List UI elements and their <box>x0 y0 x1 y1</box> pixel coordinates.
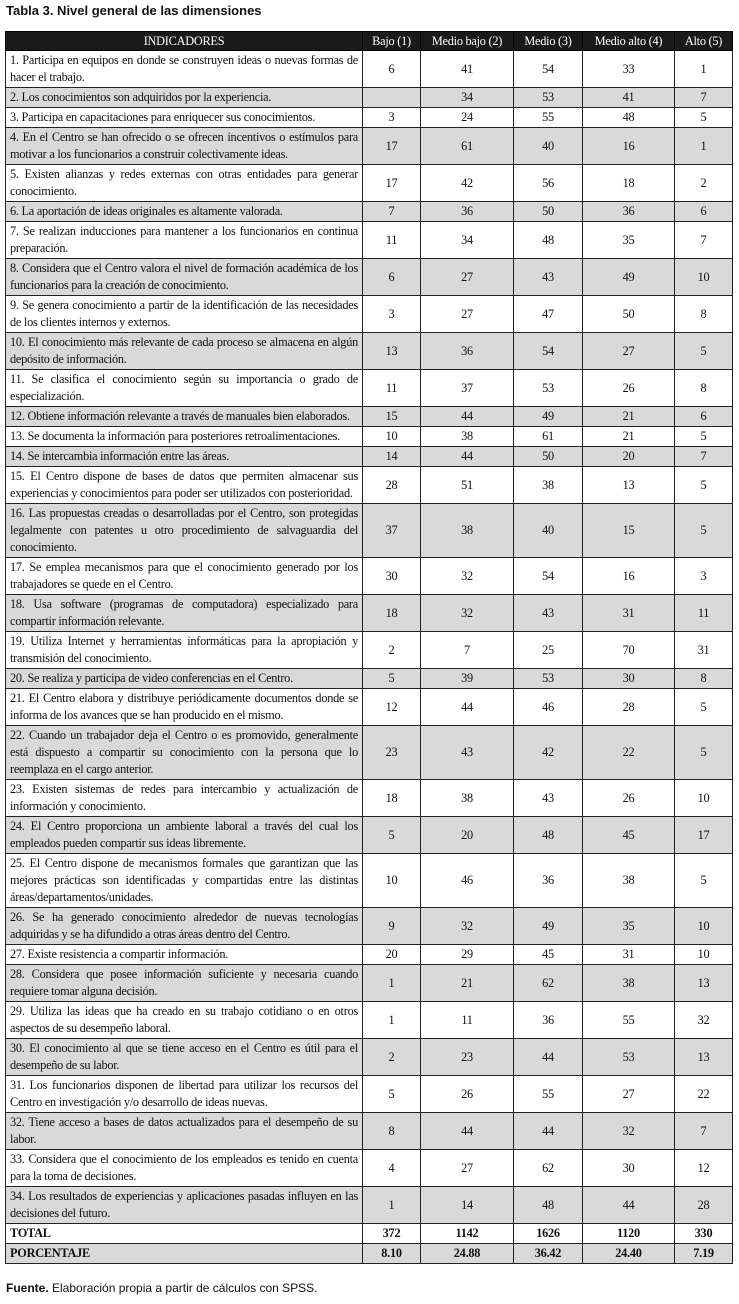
value-cell: 372 <box>363 1224 421 1244</box>
value-cell: 13 <box>363 333 421 370</box>
table-row <box>6 222 733 259</box>
indicator-label: 25. El Centro dispone de mecanismos formales que garantizan que las mejores prácticas son identificadas y compartidas entre las distintas áreas/departamentos/unidades. <box>6 854 363 908</box>
value-cell: 17 <box>363 128 421 165</box>
indicator-label: 26. Se ha generado conocimiento alrededor de nuevas tecnologías adquiridas y se ha difundido a otras áreas dentro del Centro. <box>6 908 363 945</box>
indicator-label: 20. Se realiza y participa de video conferencias en el Centro. <box>6 669 363 689</box>
value-cell: 5 <box>363 817 421 854</box>
indicator-label: 1. Participa en equipos en donde se construyen ideas o nuevas formas de hacer el trabajo. <box>6 51 363 88</box>
table-row <box>6 689 733 726</box>
table-row <box>6 595 733 632</box>
value-cell: 5 <box>675 467 733 504</box>
value-cell: 30 <box>583 1150 675 1187</box>
indicator-label: 18. Usa software (programas de computadora) especializado para compartir información relevante. <box>6 595 363 632</box>
value-cell: 42 <box>421 165 514 202</box>
header-medio: Medio (3) <box>514 32 583 51</box>
table-row <box>6 632 733 669</box>
table-row <box>6 333 733 370</box>
table-title: Tabla 3. Nivel general de las dimensiones <box>6 3 262 18</box>
source-label: Fuente. <box>6 1281 49 1295</box>
value-cell: 42 <box>514 726 583 780</box>
header-alto: Alto (5) <box>675 32 733 51</box>
value-cell: 12 <box>675 1150 733 1187</box>
value-cell: 29 <box>421 945 514 965</box>
table-row <box>6 780 733 817</box>
value-cell: 53 <box>514 88 583 108</box>
table-row <box>6 1076 733 1113</box>
value-cell: 26 <box>421 1076 514 1113</box>
value-cell: 41 <box>421 51 514 88</box>
indicator-label: 32. Tiene acceso a bases de datos actualizados para el desempeño de su labor. <box>6 1113 363 1150</box>
value-cell: 53 <box>583 1039 675 1076</box>
value-cell: 5 <box>675 504 733 558</box>
value-cell: 2 <box>363 1039 421 1076</box>
value-cell: 43 <box>514 259 583 296</box>
value-cell: 49 <box>514 908 583 945</box>
value-cell: 10 <box>363 427 421 447</box>
value-cell: 37 <box>421 370 514 407</box>
value-cell: 20 <box>363 945 421 965</box>
value-cell <box>363 88 421 108</box>
value-cell: 5 <box>675 854 733 908</box>
value-cell: 32 <box>421 595 514 632</box>
indicator-label: 6. La aportación de ideas originales es altamente valorada. <box>6 202 363 222</box>
table-row <box>6 504 733 558</box>
value-cell: 4 <box>363 1150 421 1187</box>
value-cell: 34 <box>421 88 514 108</box>
value-cell: 10 <box>675 780 733 817</box>
value-cell: 1142 <box>421 1224 514 1244</box>
value-cell: 54 <box>514 558 583 595</box>
value-cell: 8 <box>675 669 733 689</box>
table-row <box>6 427 733 447</box>
value-cell: 25 <box>514 632 583 669</box>
value-cell: 38 <box>583 854 675 908</box>
value-cell: 51 <box>421 467 514 504</box>
value-cell: 7 <box>675 222 733 259</box>
table-row <box>6 447 733 467</box>
value-cell: 48 <box>514 222 583 259</box>
value-cell: 13 <box>583 467 675 504</box>
value-cell: 43 <box>514 780 583 817</box>
value-cell: 11 <box>363 370 421 407</box>
value-cell: 10 <box>363 854 421 908</box>
header-medio-alto: Medio alto (4) <box>583 32 675 51</box>
indicator-label: 15. El Centro dispone de bases de datos que permiten almacenar sus experiencias y conocimientos para poder ser utilizados con posterioridad. <box>6 467 363 504</box>
value-cell: 27 <box>583 333 675 370</box>
value-cell: 17 <box>675 817 733 854</box>
value-cell: 20 <box>421 817 514 854</box>
value-cell: 49 <box>514 407 583 427</box>
value-cell: 12 <box>363 689 421 726</box>
header-bajo: Bajo (1) <box>363 32 421 51</box>
value-cell: 28 <box>675 1187 733 1224</box>
value-cell: 43 <box>421 726 514 780</box>
table-row <box>6 51 733 88</box>
value-cell: 61 <box>421 128 514 165</box>
value-cell: 8 <box>363 1113 421 1150</box>
value-cell: 11 <box>421 1002 514 1039</box>
value-cell: 27 <box>421 259 514 296</box>
value-cell: 37 <box>363 504 421 558</box>
value-cell: 2 <box>363 632 421 669</box>
value-cell: 40 <box>514 504 583 558</box>
table-row <box>6 467 733 504</box>
indicator-label: PORCENTAJE <box>6 1244 363 1264</box>
value-cell: 1120 <box>583 1224 675 1244</box>
value-cell: 6 <box>675 407 733 427</box>
value-cell: 5 <box>675 726 733 780</box>
value-cell: 44 <box>583 1187 675 1224</box>
value-cell: 31 <box>583 595 675 632</box>
value-cell: 5 <box>363 669 421 689</box>
table-row <box>6 202 733 222</box>
value-cell: 32 <box>421 558 514 595</box>
indicator-label: 5. Existen alianzas y redes externas con otras entidades para generar conocimiento. <box>6 165 363 202</box>
value-cell: 32 <box>421 908 514 945</box>
value-cell: 14 <box>363 447 421 467</box>
value-cell: 43 <box>514 595 583 632</box>
value-cell: 38 <box>421 504 514 558</box>
value-cell: 21 <box>583 407 675 427</box>
total-row <box>6 1244 733 1264</box>
value-cell: 6 <box>363 259 421 296</box>
header-row <box>6 32 733 51</box>
value-cell: 17 <box>363 165 421 202</box>
value-cell: 38 <box>421 427 514 447</box>
value-cell: 13 <box>675 1039 733 1076</box>
value-cell: 27 <box>421 1150 514 1187</box>
value-cell: 24.40 <box>583 1244 675 1264</box>
value-cell: 24.88 <box>421 1244 514 1264</box>
value-cell: 70 <box>583 632 675 669</box>
dimensions-table <box>5 31 733 1264</box>
value-cell: 44 <box>421 689 514 726</box>
indicator-label: 24. El Centro proporciona un ambiente laboral a través del cual los empleados pueden compartir sus ideas libremente. <box>6 817 363 854</box>
table-row <box>6 817 733 854</box>
value-cell: 38 <box>514 467 583 504</box>
value-cell: 15 <box>583 504 675 558</box>
value-cell: 50 <box>514 447 583 467</box>
total-row <box>6 1224 733 1244</box>
table-row <box>6 259 733 296</box>
value-cell: 54 <box>514 51 583 88</box>
value-cell: 46 <box>514 689 583 726</box>
table-row <box>6 908 733 945</box>
table-row <box>6 165 733 202</box>
value-cell: 20 <box>583 447 675 467</box>
value-cell: 44 <box>514 1113 583 1150</box>
value-cell: 40 <box>514 128 583 165</box>
table-row <box>6 1187 733 1224</box>
table-row <box>6 854 733 908</box>
value-cell: 7 <box>363 202 421 222</box>
indicator-label: 10. El conocimiento más relevante de cada proceso se almacena en algún depósito de información. <box>6 333 363 370</box>
value-cell: 30 <box>363 558 421 595</box>
value-cell: 44 <box>421 407 514 427</box>
indicator-label: 21. El Centro elabora y distribuye periódicamente documentos donde se informa de los avances que se han producido en el mismo. <box>6 689 363 726</box>
header-indicadores: INDICADORES <box>6 32 363 51</box>
value-cell: 26 <box>583 370 675 407</box>
value-cell: 11 <box>363 222 421 259</box>
indicator-label: 7. Se realizan inducciones para mantener a los funcionarios en continua preparación. <box>6 222 363 259</box>
value-cell: 32 <box>583 1113 675 1150</box>
value-cell: 1 <box>675 128 733 165</box>
indicator-label: 16. Las propuestas creadas o desarrolladas por el Centro, son protegidas legalmente con patentes u otro procedimiento de salvaguardia del conocimiento. <box>6 504 363 558</box>
indicator-label: 12. Obtiene información relevante a través de manuales bien elaborados. <box>6 407 363 427</box>
value-cell: 6 <box>363 51 421 88</box>
value-cell: 10 <box>675 908 733 945</box>
value-cell: 8 <box>675 370 733 407</box>
value-cell: 3 <box>363 296 421 333</box>
value-cell: 54 <box>514 333 583 370</box>
value-cell: 62 <box>514 1150 583 1187</box>
value-cell: 22 <box>583 726 675 780</box>
value-cell: 24 <box>421 108 514 128</box>
value-cell: 26 <box>583 780 675 817</box>
indicator-label: 2. Los conocimientos son adquiridos por la experiencia. <box>6 88 363 108</box>
value-cell: 44 <box>421 447 514 467</box>
value-cell: 34 <box>421 222 514 259</box>
value-cell: 11 <box>675 595 733 632</box>
value-cell: 32 <box>675 1002 733 1039</box>
value-cell: 50 <box>583 296 675 333</box>
value-cell: 36.42 <box>514 1244 583 1264</box>
value-cell: 50 <box>514 202 583 222</box>
value-cell: 7 <box>675 88 733 108</box>
indicator-label: 14. Se intercambia información entre las áreas. <box>6 447 363 467</box>
value-cell: 61 <box>514 427 583 447</box>
indicator-label: 13. Se documenta la información para posteriores retroalimentaciones. <box>6 427 363 447</box>
indicator-label: 9. Se genera conocimiento a partir de la identificación de las necesidades de los clientes internos y externos. <box>6 296 363 333</box>
indicator-label: 23. Existen sistemas de redes para intercambio y actualización de información y conocimiento. <box>6 780 363 817</box>
value-cell: 31 <box>583 945 675 965</box>
value-cell: 23 <box>363 726 421 780</box>
value-cell: 53 <box>514 669 583 689</box>
value-cell: 5 <box>675 333 733 370</box>
value-cell: 23 <box>421 1039 514 1076</box>
value-cell: 18 <box>363 780 421 817</box>
value-cell: 5 <box>675 689 733 726</box>
table-row <box>6 108 733 128</box>
indicator-label: TOTAL <box>6 1224 363 1244</box>
value-cell: 35 <box>583 222 675 259</box>
value-cell: 28 <box>363 467 421 504</box>
indicator-label: 11. Se clasifica el conocimiento según su importancia o grado de especialización. <box>6 370 363 407</box>
value-cell: 1626 <box>514 1224 583 1244</box>
table-row <box>6 1150 733 1187</box>
table-row <box>6 296 733 333</box>
value-cell: 45 <box>514 945 583 965</box>
value-cell: 1 <box>363 1187 421 1224</box>
value-cell: 330 <box>675 1224 733 1244</box>
value-cell: 8 <box>675 296 733 333</box>
value-cell: 39 <box>421 669 514 689</box>
indicator-label: 8. Considera que el Centro valora el nivel de formación académica de los funcionarios para la creación de conocimiento. <box>6 259 363 296</box>
indicator-label: 27. Existe resistencia a compartir información. <box>6 945 363 965</box>
indicator-label: 19. Utiliza Internet y herramientas informáticas para la apropiación y transmisión del conocimiento. <box>6 632 363 669</box>
table-row <box>6 945 733 965</box>
value-cell: 1 <box>363 1002 421 1039</box>
value-cell: 16 <box>583 128 675 165</box>
value-cell: 36 <box>583 202 675 222</box>
value-cell: 48 <box>514 817 583 854</box>
value-cell: 10 <box>675 259 733 296</box>
table-row <box>6 1002 733 1039</box>
value-cell: 3 <box>363 108 421 128</box>
source-note <box>6 1281 318 1295</box>
value-cell: 5 <box>675 427 733 447</box>
value-cell: 36 <box>514 854 583 908</box>
value-cell: 28 <box>583 689 675 726</box>
value-cell: 9 <box>363 908 421 945</box>
value-cell: 46 <box>421 854 514 908</box>
table-row <box>6 965 733 1002</box>
value-cell: 7 <box>675 1113 733 1150</box>
value-cell: 62 <box>514 965 583 1002</box>
value-cell: 56 <box>514 165 583 202</box>
value-cell: 44 <box>421 1113 514 1150</box>
value-cell: 7 <box>675 447 733 467</box>
value-cell: 49 <box>583 259 675 296</box>
value-cell: 33 <box>583 51 675 88</box>
table-row <box>6 88 733 108</box>
value-cell: 48 <box>583 108 675 128</box>
value-cell: 27 <box>421 296 514 333</box>
value-cell: 13 <box>675 965 733 1002</box>
value-cell: 5 <box>675 108 733 128</box>
value-cell: 38 <box>583 965 675 1002</box>
value-cell: 27 <box>583 1076 675 1113</box>
indicator-label: 4. En el Centro se han ofrecido o se ofrecen incentivos o estímulos para motivar a los funcionarios a construir colectivamente ideas. <box>6 128 363 165</box>
indicator-label: 33. Considera que el conocimiento de los empleados es tenido en cuenta para la toma de decisiones. <box>6 1150 363 1187</box>
value-cell: 3 <box>675 558 733 595</box>
value-cell: 1 <box>675 51 733 88</box>
value-cell: 15 <box>363 407 421 427</box>
value-cell: 21 <box>421 965 514 1002</box>
header-medio-bajo: Medio bajo (2) <box>421 32 514 51</box>
value-cell: 2 <box>675 165 733 202</box>
value-cell: 7 <box>421 632 514 669</box>
table-row <box>6 558 733 595</box>
indicator-label: 28. Considera que posee información suficiente y necesaria cuando requiere tomar alguna decisión. <box>6 965 363 1002</box>
indicator-label: 3. Participa en capacitaciones para enriquecer sus conocimientos. <box>6 108 363 128</box>
value-cell: 18 <box>583 165 675 202</box>
indicator-label: 30. El conocimiento al que se tiene acceso en el Centro es útil para el desempeño de su labor. <box>6 1039 363 1076</box>
indicator-label: 17. Se emplea mecanismos para que el conocimiento generado por los trabajadores se quede en el Centro. <box>6 558 363 595</box>
indicator-label: 34. Los resultados de experiencias y aplicaciones pasadas influyen en las decisiones del futuro. <box>6 1187 363 1224</box>
value-cell: 8.10 <box>363 1244 421 1264</box>
value-cell: 41 <box>583 88 675 108</box>
value-cell: 1 <box>363 965 421 1002</box>
value-cell: 44 <box>514 1039 583 1076</box>
indicator-label: 31. Los funcionarios disponen de libertad para utilizar los recursos del Centro en investigación y/o desarrollo de ideas nuevas. <box>6 1076 363 1113</box>
value-cell: 48 <box>514 1187 583 1224</box>
value-cell: 38 <box>421 780 514 817</box>
value-cell: 55 <box>514 1076 583 1113</box>
value-cell: 30 <box>583 669 675 689</box>
value-cell: 21 <box>583 427 675 447</box>
value-cell: 18 <box>363 595 421 632</box>
source-text: Elaboración propia a partir de cálculos con SPSS. <box>48 1281 318 1295</box>
value-cell: 36 <box>421 202 514 222</box>
value-cell: 53 <box>514 370 583 407</box>
indicator-label: 22. Cuando un trabajador deja el Centro o es promovido, generalmente está dispuesto a compartir su conocimiento con la persona que lo reemplaza en el cargo anterior. <box>6 726 363 780</box>
value-cell: 35 <box>583 908 675 945</box>
value-cell: 36 <box>514 1002 583 1039</box>
value-cell: 16 <box>583 558 675 595</box>
value-cell: 22 <box>675 1076 733 1113</box>
value-cell: 10 <box>675 945 733 965</box>
value-cell: 31 <box>675 632 733 669</box>
value-cell: 55 <box>583 1002 675 1039</box>
table-row <box>6 407 733 427</box>
value-cell: 6 <box>675 202 733 222</box>
value-cell: 47 <box>514 296 583 333</box>
table-row <box>6 370 733 407</box>
value-cell: 7.19 <box>675 1244 733 1264</box>
table-row <box>6 1113 733 1150</box>
value-cell: 14 <box>421 1187 514 1224</box>
value-cell: 36 <box>421 333 514 370</box>
value-cell: 55 <box>514 108 583 128</box>
value-cell: 45 <box>583 817 675 854</box>
table-row <box>6 1039 733 1076</box>
indicator-label: 29. Utiliza las ideas que ha creado en su trabajo cotidiano o en otros aspectos de su desempeño laboral. <box>6 1002 363 1039</box>
table-row <box>6 726 733 780</box>
table-row <box>6 669 733 689</box>
value-cell: 5 <box>363 1076 421 1113</box>
table-row <box>6 128 733 165</box>
